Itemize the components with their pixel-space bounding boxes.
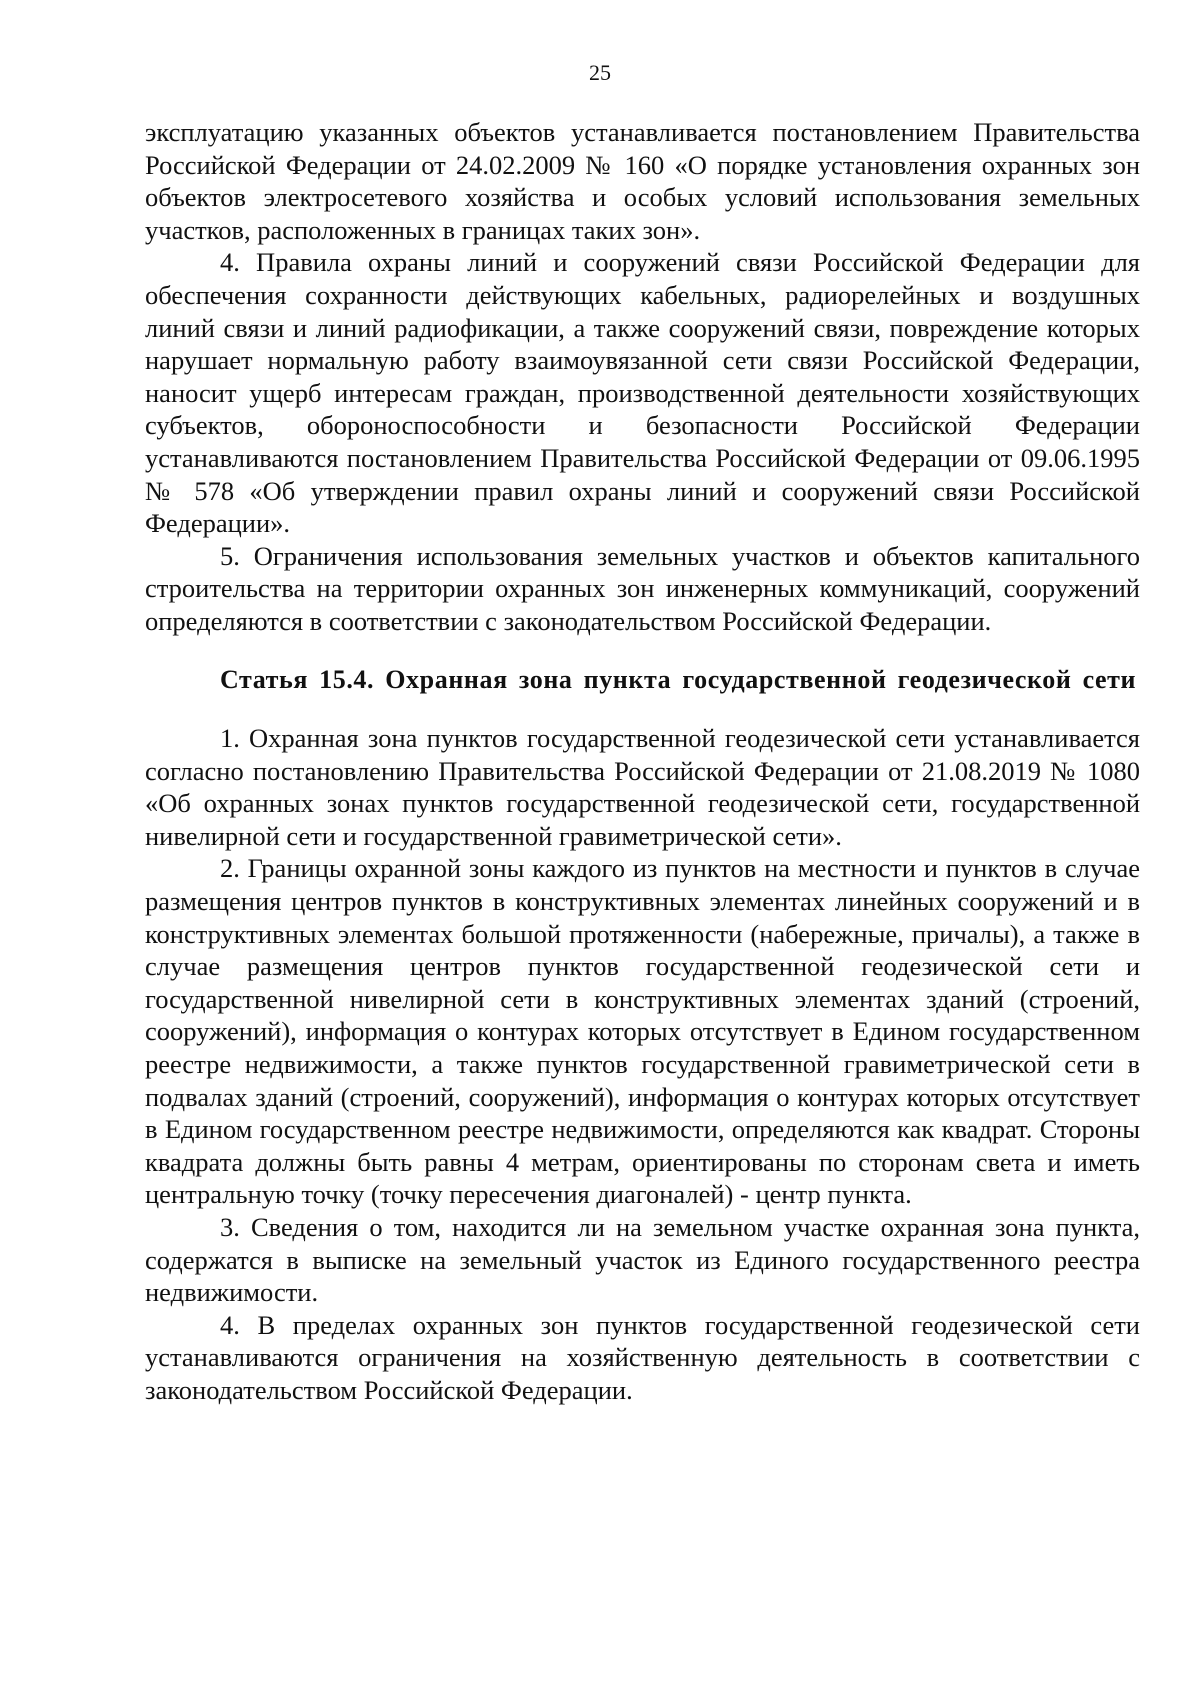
article-heading: Статья 15.4. Охранная зона пункта государственной геодезической сети — [220, 664, 1137, 694]
paragraph-item-5-restrictions: 5. Ограничения использования земельных участков и объектов капитального строительства на территории охранных зон инженерных коммуникаций, сооружений определяются в соответствии с законодательством Российской Федерации. — [145, 540, 1140, 636]
paragraph-article-item-2: 2. Границы охранной зоны каждого из пунктов на местности и пунктов в случае размещения центров пунктов в конструктивных элементах линейных сооружений и в конструктивных элементах большой протяженности (набережные, причалы), а также в случае размещения центров пунктов государственной геодезической сети и государственной нивелирной сети в конструктивных элементах зданий (строений, сооружений), информация о контурах которых отсутствует в Едином государственном реестре недвижимости, а также пунктов государственной гравиметрической сети в подвалах зданий (строений, сооружений), информация о контурах которых отсутствует в Едином государственном реестре недвижимости, определяются как квадрат. Стороны квадрата должны быть равны 4 метрам, ориентированы по сторонам света и иметь центральную точку (точку пересечения диагоналей) - центр пункта. — [145, 853, 1140, 1210]
paragraph-article-item-4: 4. В пределах охранных зон пунктов государственной геодезической сети устанавливаются ограничения на хозяйственную деятельность в соответствии с законодательством Российской Федерации. — [145, 1309, 1140, 1405]
document-body — [145, 116, 1140, 1407]
page-number: 25 — [589, 60, 611, 85]
paragraph-continuation: эксплуатацию указанных объектов устанавливается постановлением Правительства Российской Федерации от 24.02.2009 № 160 «О порядке установления охранных зон объектов электросетевого хозяйства и особых условий использования земельных участков, расположенных в границах таких зон». — [145, 117, 1140, 245]
paragraph-item-4-communications: 4. Правила охраны линий и сооружений связи Российской Федерации для обеспечения сохранности действующих кабельных, радиорелейных и воздушных линий связи и линий радиофикации, а также сооружений связи, повреждение которых нарушает нормальную работу взаимоувязанной сети связи Российской Федерации, наносит ущерб интересам граждан, производственной деятельности хозяйствующих субъектов, обороноспособности и безопасности Российской Федерации устанавливаются постановлением Правительства Российской Федерации от 09.06.1995 № 578 «Об утверждении правил охраны линий и сооружений связи Российской Федерации». — [145, 247, 1140, 539]
paragraph-article-item-3: 3. Сведения о том, находится ли на земельном участке охранная зона пункта, содержатся в выписке на земельный участок из Единого государственного реестра недвижимости. — [145, 1212, 1140, 1308]
paragraph-article-item-1: 1. Охранная зона пунктов государственной геодезической сети устанавливается согласно постановлению Правительства Российской Федерации от 21.08.2019 № 1080 «Об охранных зонах пунктов государственной геодезической сети, государственной нивелирной сети и государственной гравиметрической сети». — [145, 723, 1140, 851]
